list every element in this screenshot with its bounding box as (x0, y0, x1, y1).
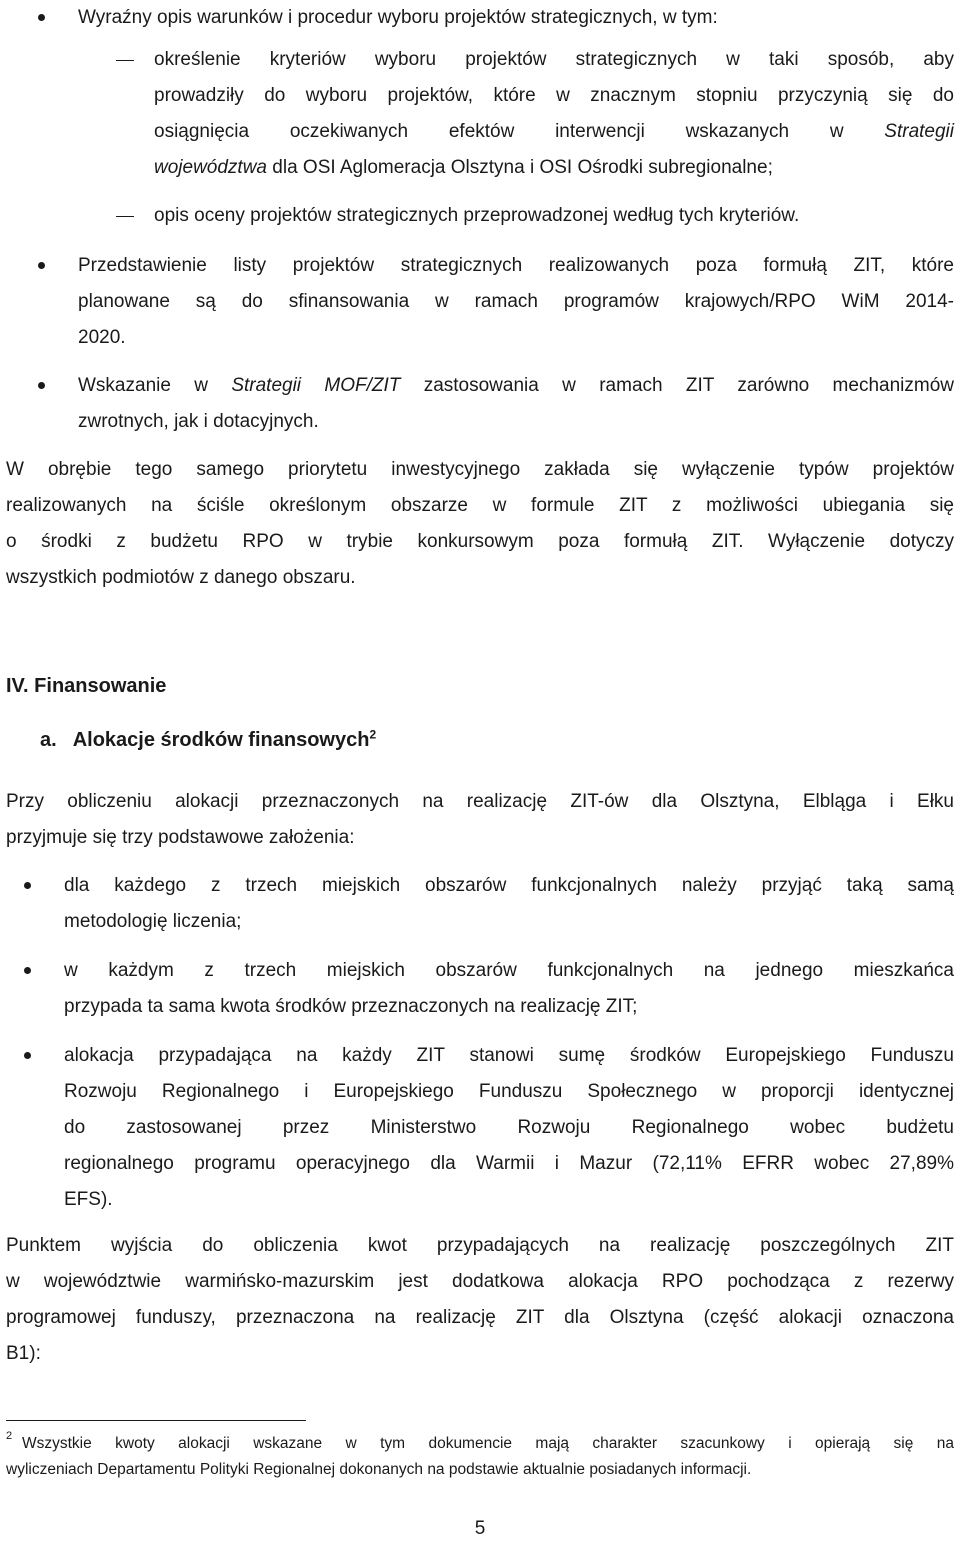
paragraph-line: wszystkich podmiotów z danego obszaru. (6, 567, 356, 588)
paragraph-line: realizowanych na ściśle określonym obszarze w formule ZIT z możliwości ubiegania się (6, 495, 954, 516)
list-item-line: Przedstawienie listy projektów strategicznych realizowanych poza formułą ZIT, które (78, 255, 954, 276)
footnote-marker: 2 (6, 1430, 13, 1442)
sublist-line (154, 120, 954, 144)
sublist-line: prowadziły do wyboru projektów, które w znacznym stopniu przyczynią się do (154, 85, 954, 106)
footnote-line: wyliczeniach Departamentu Polityki Regionalnej dokonanych na podstawie aktualnie posiadanych informacji. (6, 1461, 752, 1478)
bullet-icon (38, 382, 45, 389)
subsection-heading (40, 728, 376, 752)
list-item-line: w każdym z trzech miejskich obszarów funkcjonalnych na jednego mieszkańca (64, 960, 954, 981)
paragraph-line: w województwie warmińsko-mazurskim jest dodatkowa alokacja RPO pochodząca z rezerwy (6, 1271, 954, 1292)
list-item-text: zastosowania w ramach ZIT zarówno mechanizmów (400, 375, 954, 396)
paragraph-line: B1): (6, 1343, 41, 1364)
sublist-italic-text: województwa (154, 157, 267, 178)
bullet-icon (24, 882, 31, 889)
paragraph-line: o środki z budżetu RPO w trybie konkursowym poza formułą ZIT. Wyłączenie dotyczy (6, 531, 954, 552)
footnote-separator (6, 1420, 306, 1421)
list-item-text: Wyraźny opis warunków i procedur wyboru projektów strategicznych, w tym: (78, 7, 718, 28)
list-item-line: do zastosowanej przez Ministerstwo Rozwoju Regionalnego wobec budżetu (64, 1117, 954, 1138)
bullet-icon (24, 967, 31, 974)
list-item-italic-text: Strategii MOF/ZIT (231, 375, 401, 396)
list-item-text: Wskazanie w (78, 375, 232, 396)
sublist-line: opis oceny projektów strategicznych przeprowadzonej według tych kryteriów. (154, 205, 800, 226)
sublist-line (154, 156, 773, 180)
list-item-line: regionalnego programu operacyjnego dla Warmii i Mazur (72,11% EFRR wobec 27,89% (64, 1153, 954, 1174)
footnote-line: Wszystkie kwoty alokacji wskazane w tym dokumencie mają charakter szacunkowy i opierają się na (22, 1435, 954, 1452)
list-item-line: EFS). (64, 1189, 113, 1210)
paragraph-line: programowej funduszy, przeznaczona na realizację ZIT dla Olsztyna (część alokacji oznaczona (6, 1307, 954, 1328)
sublist-line: określenie kryteriów wyboru projektów strategicznych w taki sposób, aby (154, 49, 954, 70)
sublist-text: osiągnięcia oczekiwanych efektów interwencji wskazanych w (154, 121, 885, 142)
list-item-line: dla każdego z trzech miejskich obszarów funkcjonalnych należy przyjąć taką samą (64, 875, 954, 896)
bullet-icon (38, 262, 45, 269)
list-item-line: zwrotnych, jak i dotacyjnych. (78, 411, 319, 432)
paragraph-line: Punktem wyjścia do obliczenia kwot przypadających na realizację poszczególnych ZIT (6, 1235, 954, 1256)
list-item-line: planowane są do sfinansowania w ramach programów krajowych/RPO WiM 2014- (78, 291, 954, 312)
list-item-line: alokacja przypadająca na każdy ZIT stanowi sumę środków Europejskiego Funduszu (64, 1045, 954, 1066)
bullet-icon (38, 14, 45, 21)
paragraph-line: przyjmuje się trzy podstawowe założenia: (6, 827, 355, 848)
paragraph-line: Przy obliczeniu alokacji przeznaczonych na realizację ZIT-ów dla Olsztyna, Elbląga i Ełku (6, 791, 954, 812)
subsection-title: Alokacje środków finansowych (72, 729, 370, 751)
page-number: 5 (474, 1518, 486, 1539)
list-item-line: przypada ta sama kwota środków przeznaczonych na realizację ZIT; (64, 996, 638, 1017)
dash-icon (116, 216, 134, 217)
list-item-line: metodologię liczenia; (64, 911, 242, 932)
paragraph-line: W obrębie tego samego priorytetu inwestycyjnego zakłada się wyłączenie typów projektów (6, 459, 954, 480)
list-item-line (78, 374, 954, 398)
bullet-icon (24, 1052, 31, 1059)
sublist-italic-text: Strategii (884, 121, 954, 142)
sublist-text: dla OSI Aglomeracja Olsztyna i OSI Ośrodki subregionalne; (267, 157, 773, 178)
dash-icon (116, 60, 134, 61)
section-heading: IV. Finansowanie (6, 675, 167, 697)
list-item-line: Rozwoju Regionalnego i Europejskiego Funduszu Społecznego w proporcji identycznej (64, 1081, 954, 1102)
subsection-label: a. (40, 729, 57, 751)
list-item-line: 2020. (78, 327, 126, 348)
footnote-reference: 2 (369, 727, 377, 742)
